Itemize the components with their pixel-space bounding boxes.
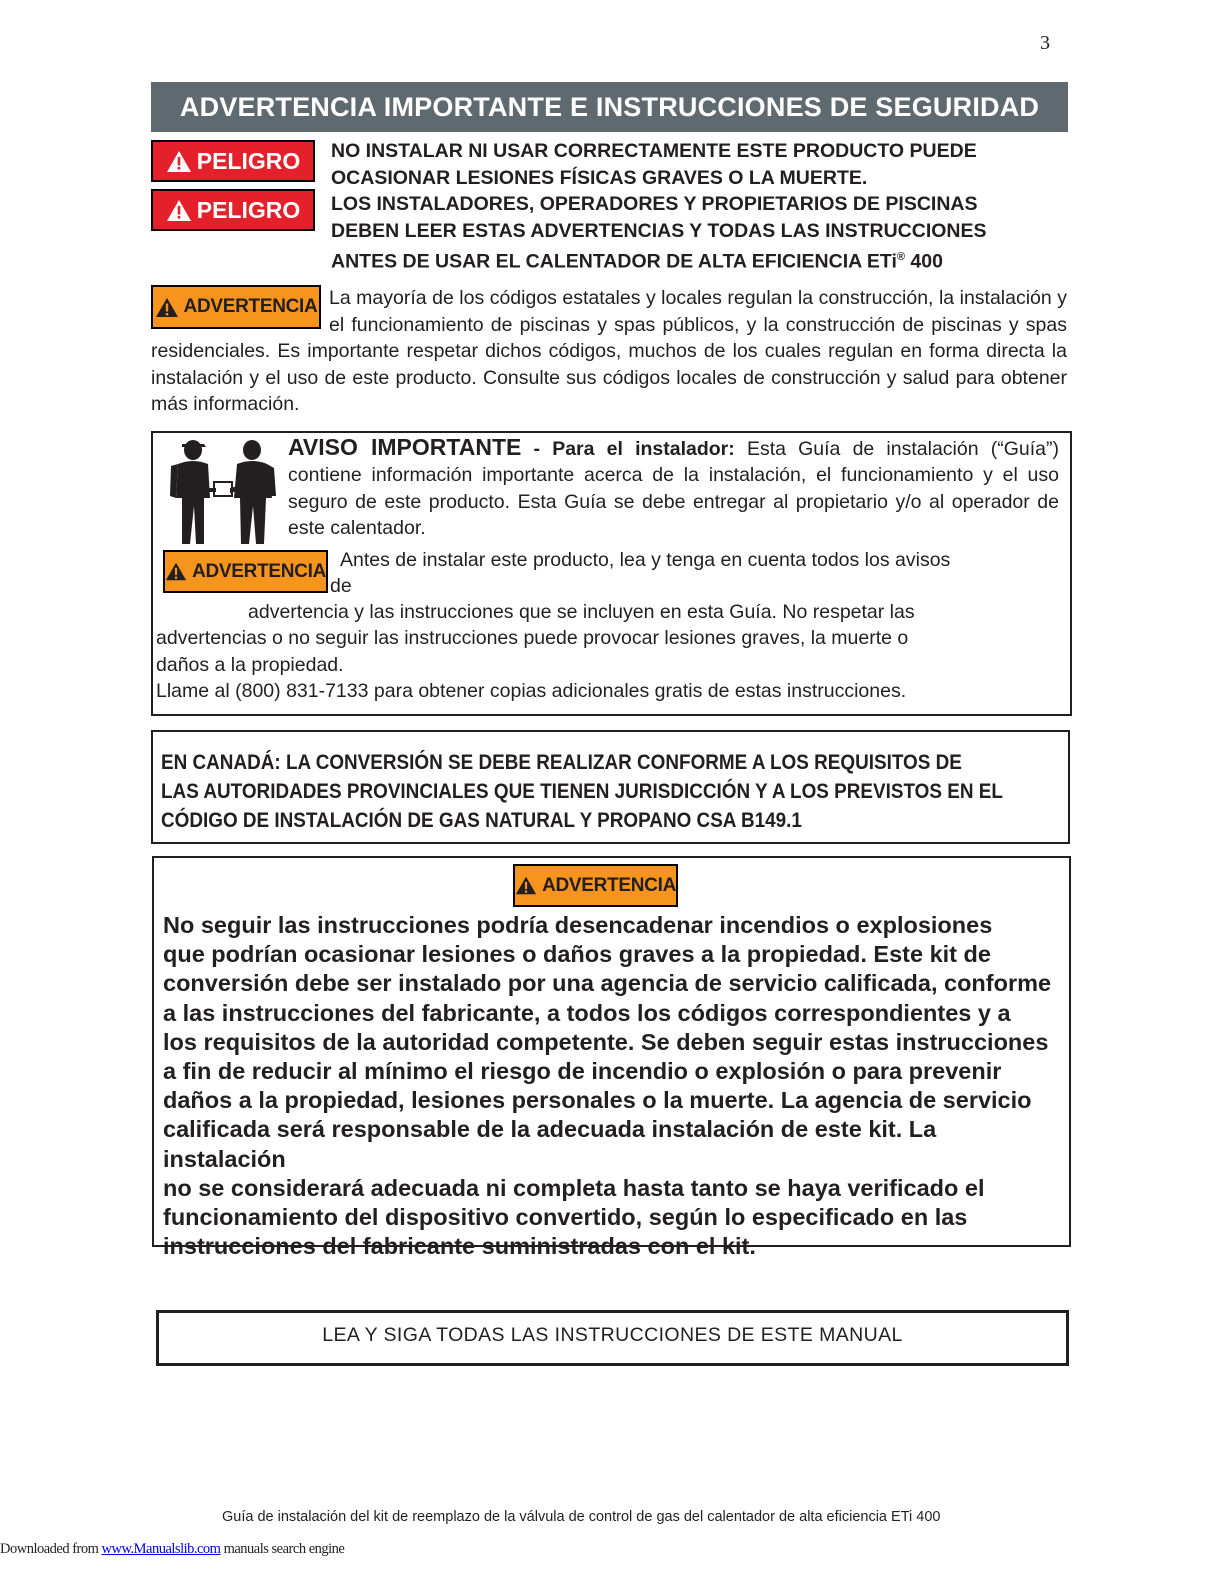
warning-badge	[163, 550, 328, 593]
warning-badge-label: ADVERTENCIA	[542, 874, 676, 896]
danger-line	[331, 244, 1071, 275]
warning-line: a las instrucciones del fabricante, a todos los códigos correspondientes y a	[163, 999, 1011, 1026]
warning-line: no se considerará adecuada ni completa hasta tanto se haya verificado el	[163, 1174, 985, 1201]
guide-title-footer: Guía de instalación del kit de reemplazo de la válvula de control de gas del calentador de alta eficiencia ETi 400	[222, 1509, 941, 1525]
warning-line: funcionamiento del dispositivo convertido, según lo especificado en las	[163, 1204, 968, 1231]
warning-line: los requisitos de la autoridad competente. Se deben seguir estas instrucciones	[163, 1028, 1049, 1055]
download-source	[0, 1541, 344, 1558]
notice-warning-line: daños a la propiedad.	[156, 653, 344, 676]
manualslib-link[interactable]: www.Manualslib.com	[101, 1541, 221, 1557]
installer-workers-icon	[166, 436, 282, 546]
codes-paragraph-text: La mayoría de los códigos estatales y locales regulan la construcción, la instalación y el funcionamiento de piscinas y spas públicos, y la construcción de piscinas y spas residenciales. Es importante respetar dichos códigos, muchos de los cuales regulan en forma directa la instalación y el uso de este producto. Consulte sus códigos locales de construcción y salud para obtener más información.	[151, 287, 1067, 415]
conversion-warning-text	[163, 911, 1063, 1261]
warning-triangle-icon	[515, 875, 537, 896]
warning-line: No seguir las instrucciones podría desencadenar incendios o explosiones	[163, 912, 993, 938]
notice-intro	[288, 434, 1059, 541]
danger-line: DEBEN LEER ESTAS ADVERTENCIAS Y TODAS LAS INSTRUCCIONES	[331, 219, 987, 242]
warning-badge-label: ADVERTENCIA	[183, 296, 318, 317]
warning-badge-label: ADVERTENCIA	[192, 560, 326, 582]
notice-warning-text	[156, 599, 1056, 704]
section-title: ADVERTENCIA IMPORTANTE E INSTRUCCIONES DE SEGURIDAD	[151, 82, 1068, 132]
call-line: Llame al (800) 831-7133 para obtener copias adicionales gratis de estas instrucciones.	[156, 679, 907, 702]
notice-warning-line: Antes de instalar este producto, lea y tenga en cuenta todos los avisos	[340, 549, 951, 571]
danger-badge-label: PELIGRO	[196, 147, 301, 174]
warning-line: daños a la propiedad, lesiones personales o la muerte. La agencia de servicio	[163, 1087, 1032, 1114]
notice-warning-line-text: advertencia y las instrucciones que se incluyen en esta Guía. No respetar las	[248, 601, 915, 623]
canada-line: EN CANADÁ: LA CONVERSIÓN SE DEBE REALIZAR CONFORME A LOS REQUISITOS DE	[161, 751, 962, 774]
download-suffix: manuals search engine	[220, 1541, 345, 1557]
notice-warning-line: advertencias o no seguir las instrucciones puede provocar lesiones graves, la muerte o	[156, 627, 909, 650]
canada-notice	[161, 748, 1061, 835]
danger-line: LOS INSTALADORES, OPERADORES Y PROPIETARIOS DE PISCINAS	[331, 193, 978, 215]
warning-line: calificada será responsable de la adecuada instalación de este kit. La instalación	[163, 1116, 937, 1172]
notice-heading: AVISO IMPORTANTE	[288, 434, 522, 460]
warning-line: a fin de reducir al mínimo el riesgo de incendio o explosión o para prevenir	[163, 1058, 1002, 1085]
danger-statement	[331, 138, 1071, 275]
notice-body: Esta Guía de instalación (“Guía”) contiene información importante acerca de la instalación, el funcionamiento y el uso seguro de este producto. Esta Guía se debe entregar al propietario y/o al operador de este calentador.	[288, 438, 1059, 539]
canada-line: LAS AUTORIDADES PROVINCIALES QUE TIENEN JURISDICCIÓN Y A LOS PREVISTOS EN EL	[161, 780, 1003, 803]
notice-subheading: - Para el instalador:	[533, 438, 735, 460]
download-prefix: Downloaded from	[0, 1541, 102, 1557]
warning-line: que podrían ocasionar lesiones o daños graves a la propiedad. Este kit de	[163, 941, 991, 968]
warning-triangle-icon	[165, 561, 187, 582]
read-instructions-text: LEA Y SIGA TODAS LAS INSTRUCCIONES DE ESTE MANUAL	[322, 1324, 903, 1346]
canada-line: CÓDIGO DE INSTALACIÓN DE GAS NATURAL Y PROPANO CSA B149.1	[161, 809, 802, 832]
warning-triangle-icon	[166, 150, 192, 173]
danger-badge	[151, 140, 315, 182]
danger-line: NO INSTALAR NI USAR CORRECTAMENTE ESTE PRODUCTO PUEDE	[331, 140, 977, 162]
warning-line: instrucciones del fabricante suministradas con el kit.	[163, 1233, 756, 1260]
danger-line-text: ANTES DE USAR EL CALENTADOR DE ALTA EFICIENCIA ETi	[331, 250, 897, 273]
notice-warning-line: de	[330, 575, 352, 597]
registered-mark: ®	[896, 251, 905, 263]
danger-badge	[151, 189, 315, 231]
codes-paragraph	[151, 285, 1067, 418]
page-number: 3	[1040, 32, 1050, 54]
danger-badge-label: PELIGRO	[196, 196, 301, 223]
danger-line: OCASIONAR LESIONES FÍSICAS GRAVES O LA MUERTE.	[331, 166, 868, 189]
notice-warning-line	[156, 599, 1056, 625]
danger-line-model: 400	[905, 250, 943, 273]
warning-triangle-icon	[166, 199, 192, 222]
warning-badge	[513, 864, 678, 907]
warning-line: conversión debe ser instalado por una agencia de servicio calificada, conforme	[163, 970, 1052, 997]
